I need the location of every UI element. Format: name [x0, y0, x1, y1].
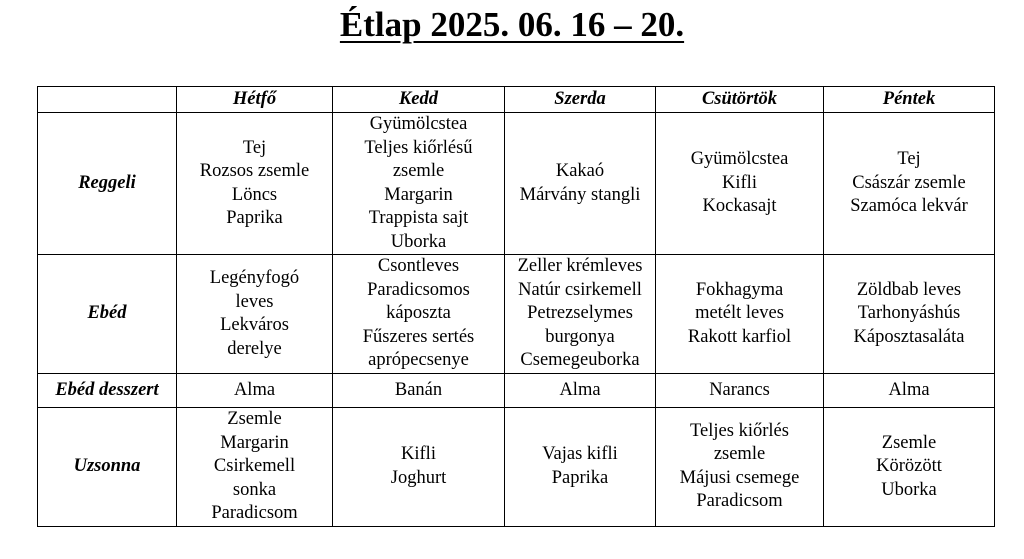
- menu-cell: [505, 113, 656, 255]
- menu-item-line: Fűszeres sertés: [362, 326, 475, 347]
- menu-item-line: Kifli: [401, 444, 436, 465]
- menu-item-line: metélt leves: [695, 303, 784, 324]
- menu-cell: [333, 408, 505, 527]
- menu-item-line: Alma: [233, 379, 276, 400]
- menu-item-line: Margarin: [220, 432, 289, 453]
- menu-item-line: Uborka: [390, 231, 447, 252]
- menu-cell: [177, 255, 333, 374]
- menu-item-line: Paradicsom: [211, 503, 298, 523]
- day-header-friday: Péntek: [824, 87, 995, 113]
- menu-item-line: Szamóca lekvár: [850, 196, 968, 217]
- menu-cell: [505, 255, 656, 374]
- menu-cell: [656, 374, 824, 408]
- menu-item-line: Zsemle: [227, 409, 282, 429]
- menu-item-line: Alma: [888, 379, 930, 400]
- menu-item-line: zsemle: [713, 444, 766, 465]
- menu-cell: [656, 408, 824, 527]
- menu-item-line: Paprika: [226, 208, 283, 228]
- menu-item-line: Kockasajt: [702, 196, 777, 217]
- meal-row-ebed-desszert: [38, 374, 995, 408]
- page-title: [0, 2, 1024, 48]
- menu-item-line: Trappista sajt: [368, 208, 469, 228]
- menu-item-line: káposzta: [386, 303, 451, 324]
- menu-item-line: Márvány stangli: [519, 184, 641, 205]
- menu-item-line: Tarhonyáshús: [857, 303, 961, 324]
- day-header-monday: Hétfő: [177, 87, 333, 113]
- day-header-wednesday: Szerda: [505, 87, 656, 113]
- menu-cell: [177, 408, 333, 527]
- menu-item-line: Löncs: [231, 184, 278, 205]
- menu-cell: [505, 374, 656, 408]
- meal-row-uzsonna: [38, 408, 995, 527]
- menu-cell: [824, 255, 995, 374]
- menu-item-line: Legényfogó: [209, 268, 300, 288]
- menu-cell: [333, 255, 505, 374]
- menu-cell: [824, 113, 995, 255]
- menu-item-line: derelye: [227, 338, 282, 359]
- menu-item-line: Zeller krémleves: [517, 256, 643, 277]
- menu-item-line: Csirkemell: [213, 456, 296, 476]
- menu-item-line: Natúr csirkemell: [518, 279, 642, 300]
- day-header-tuesday: Kedd: [333, 87, 505, 113]
- menu-cell: [333, 113, 505, 255]
- menu-item-line: Fokhagyma: [695, 279, 784, 300]
- menu-item-line: Teljes kiőrlésű: [364, 137, 473, 158]
- menu-cell: [505, 408, 656, 527]
- menu-cell: [824, 374, 995, 408]
- menu-item-line: Rakott karfiol: [687, 326, 792, 347]
- menu-item-line: Csontleves: [377, 256, 460, 277]
- menu-item-line: Rozsos zsemle: [199, 161, 310, 181]
- menu-table: [37, 86, 995, 527]
- meal-label-reggeli: Reggeli: [38, 113, 177, 255]
- menu-item-line: Uborka: [881, 479, 937, 500]
- menu-item-line: Petrezselymes: [527, 303, 633, 324]
- menu-cell: [824, 408, 995, 527]
- menu-item-line: Csemegeuborka: [520, 350, 640, 371]
- menu-item-line: Joghurt: [390, 467, 447, 488]
- menu-item-line: Káposztasaláta: [853, 326, 965, 347]
- meal-label-uzsonna: Uzsonna: [38, 408, 177, 527]
- menu-item-line: Tej: [242, 137, 267, 158]
- menu-item-line: leves: [235, 291, 274, 312]
- meal-row-reggeli: [38, 113, 995, 255]
- menu-item-line: burgonya: [545, 326, 615, 347]
- menu-item-line: Paradicsomos: [367, 279, 470, 300]
- meal-row-ebed: [38, 255, 995, 374]
- menu-cell: [333, 374, 505, 408]
- menu-item-line: Császár zsemle: [852, 172, 966, 193]
- header-row: [38, 87, 995, 113]
- menu-item-line: Paprika: [551, 467, 609, 488]
- menu-item-line: zsemle: [392, 161, 445, 181]
- menu-item-line: Kifli: [722, 172, 757, 193]
- meal-label-ebed: Ebéd: [38, 255, 177, 374]
- menu-item-line: Margarin: [384, 184, 453, 205]
- menu-cell: [177, 374, 333, 408]
- menu-item-line: Körözött: [876, 456, 942, 476]
- title-text: Étlap 2025. 06. 16 – 20.: [339, 5, 685, 44]
- menu-item-line: Banán: [394, 379, 443, 400]
- menu-item-line: Májusi csemege: [679, 467, 800, 488]
- menu-item-line: Alma: [559, 379, 601, 400]
- menu-item-line: aprópecsenye: [368, 350, 469, 371]
- menu-cell: [177, 113, 333, 255]
- menu-item-line: sonka: [232, 479, 277, 500]
- menu-item-line: Zöldbab leves: [856, 279, 962, 300]
- corner-cell: [38, 87, 177, 113]
- menu-item-line: Zsemle: [881, 432, 937, 453]
- menu-cell: [656, 113, 824, 255]
- menu-item-line: Tej: [897, 149, 921, 170]
- menu-item-line: Gyümölcstea: [369, 114, 468, 134]
- menu-item-line: Gyümölcstea: [690, 149, 789, 170]
- menu-item-line: Lekváros: [220, 315, 289, 335]
- menu-item-line: Narancs: [709, 379, 770, 400]
- menu-cell: [656, 255, 824, 374]
- day-header-thursday: Csütörtök: [656, 87, 824, 113]
- menu-item-line: Kakaó: [555, 161, 605, 181]
- meal-label-ebed-desszert: Ebéd desszert: [38, 374, 177, 408]
- menu-item-line: Vajas kifli: [542, 444, 618, 465]
- menu-item-line: Paradicsom: [696, 491, 783, 512]
- menu-item-line: Teljes kiőrlés: [690, 420, 789, 441]
